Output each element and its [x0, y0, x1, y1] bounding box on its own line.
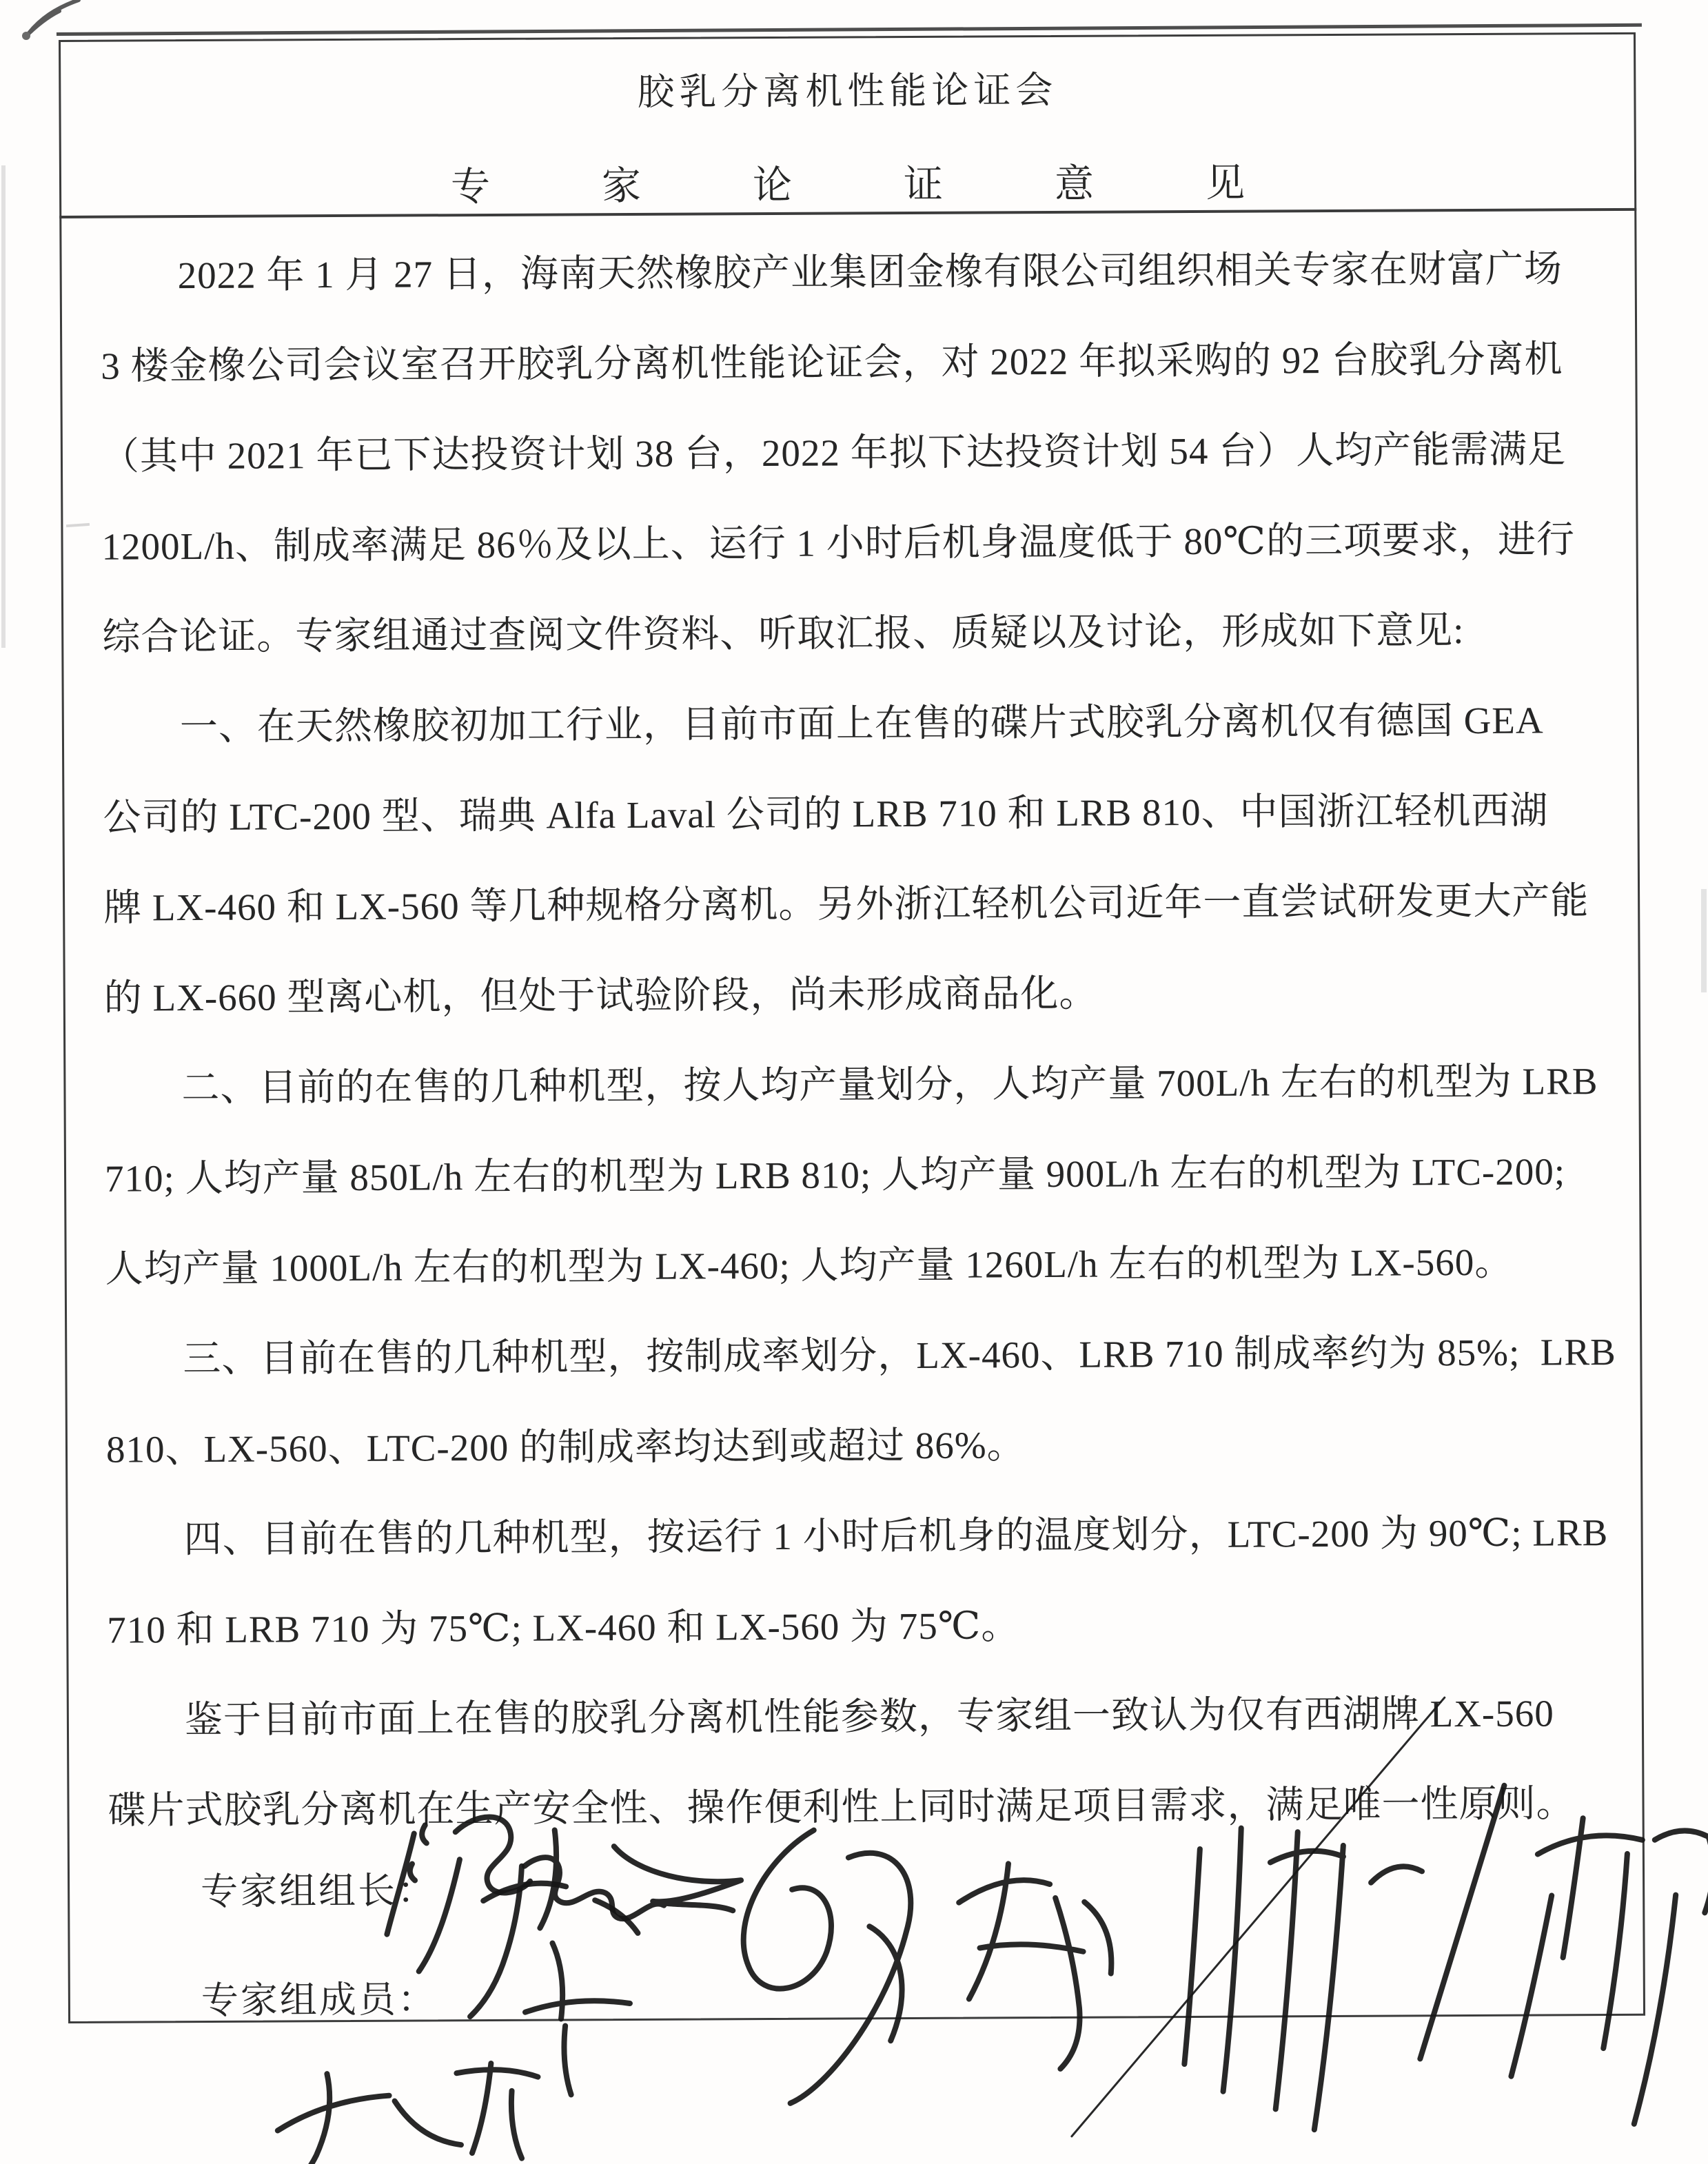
- body-line: 1200L/h、制成率满足 86％及以上、运行 1 小时后机身温度低于 80℃的三项要求，进行: [101, 518, 1576, 568]
- body-line: 公司的 LTC-200 型、瑞典 Alfa Laval 公司的 LRB 710 和 LRB 810、中国浙江轻机西湖: [103, 789, 1549, 839]
- scan-edge-strip: [1, 165, 6, 648]
- signature-row-chief: [201, 1861, 436, 1917]
- members-label: 专家组成员：: [201, 1979, 438, 2022]
- body-line: 鉴于目前市面上在售的胶乳分离机性能参数，专家组一致认为仅有西湖牌 LX-560: [184, 1692, 1554, 1742]
- body-text: [100, 223, 1624, 1856]
- body-line: 一、在天然橡胶初加工行业，目前市面上在售的碟片式胶乳分离机仅有德国 GEA: [179, 699, 1544, 748]
- member-signature-2: [743, 1830, 912, 2103]
- body-line: 2022 年 1 月 27 日，海南天然橡胶产业集团金橡有限公司组织相关专家在财富广场: [177, 247, 1563, 297]
- body-line: 3 楼金橡公司会议室召开胶乳分离机性能论证会，对 2022 年拟采购的 92 台胶乳分离机: [101, 338, 1563, 387]
- body-line: 710; 人均产量 850L/h 左右的机型为 LRB 810; 人均产量 900L/h 左右的机型为 LTC-200;: [104, 1150, 1566, 1200]
- body-line: 牌 LX-460 和 LX-560 等几种规格分离机。另外浙江轻机公司近年一直尝试研发更大产能: [103, 879, 1589, 929]
- body-line: 人均产量 1000L/h 左右的机型为 LX-460; 人均产量 1260L/h 左右的机型为 LX-560。: [105, 1241, 1514, 1290]
- document-title: 胶乳分离机性能论证会: [637, 69, 1058, 113]
- body-line: 三、目前在售的几种机型，按制成率划分，LX-460、LRB 710 制成率约为 85%; LRB: [183, 1330, 1616, 1380]
- document-subtitle: 专家论证意见: [450, 161, 1357, 210]
- body-line: 810、LX-560、LTC-200 的制成率均达到或超过 86%。: [105, 1424, 1026, 1471]
- body-line: 的 LX-660 型离心机，但处于试验阶段，尚未形成商品化。: [103, 972, 1098, 1019]
- chief-label: 专家组组长：: [200, 1870, 437, 1913]
- body-line: 二、目前的在售的几种机型，按人均产量划分，人均产量 700L/h 左右的机型为 LRB: [181, 1060, 1598, 1110]
- body-line: 710 和 LRB 710 为 75℃; LX-460 和 LX-560 为 75℃。: [107, 1604, 1020, 1651]
- signature-row-members: [201, 1970, 437, 2026]
- corner-pen-mark: [10, 0, 99, 45]
- member-signature-6: [276, 2063, 538, 2164]
- document-frame: [59, 32, 1645, 2023]
- scan-smudge: [1701, 889, 1707, 992]
- body-line: 综合论证。专家组通过查阅文件资料、听取汇报、质疑以及讨论，形成如下意见:: [102, 609, 1465, 658]
- scan-double-rule: [57, 23, 1642, 36]
- member-signature-4: [1183, 1827, 1423, 2130]
- body-line: 碟片式胶乳分离机在生产安全性、操作便利性上同时满足项目需求，满足唯一性原则。: [108, 1782, 1575, 1832]
- body-line: 四、目前在售的几种机型，按运行 1 小时后机身的温度划分，LTC-200 为 90℃; LRB: [183, 1511, 1609, 1561]
- body-line: （其中 2021 年已下达投资计划 38 台，2022 年拟下达投资计划 54 台）人均产能需满足: [101, 428, 1567, 478]
- member-signature-1: [469, 1866, 639, 2095]
- member-signature-3: [959, 1864, 1112, 2070]
